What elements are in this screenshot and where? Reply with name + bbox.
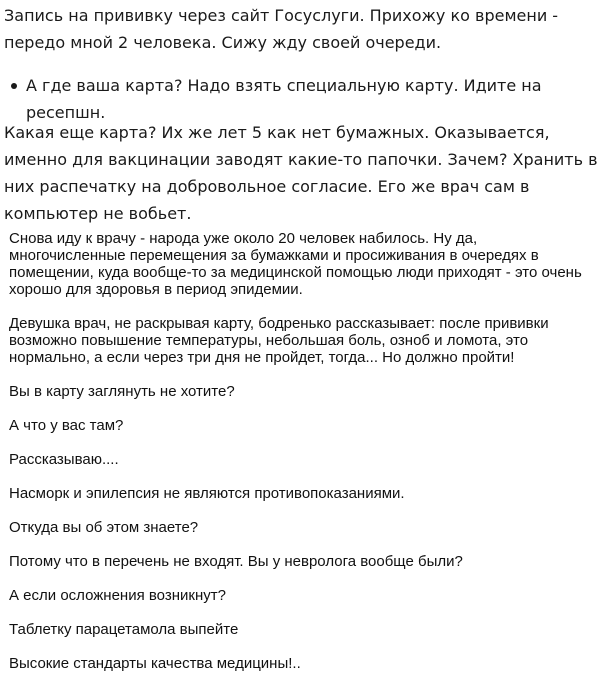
dialogue-line: А если осложнения возникнут? [9, 587, 226, 604]
dialogue-line: А что у вас там? [9, 417, 124, 434]
dialogue-line: Высокие стандарты качества медицины!.. [9, 655, 301, 672]
bullet-list [4, 72, 598, 126]
dialogue-line: Потому что в перечень не входят. Вы у невролога вообще были? [9, 553, 463, 570]
bullet-item [4, 72, 598, 126]
dialogue-line: Откуда вы об этом знаете? [9, 519, 199, 536]
dialogue-line: Таблетку парацетамола выпейте [9, 621, 239, 638]
intro-paragraph: Запись на прививку через сайт Госуслуги. Прихожу ко времени - передо мной 2 человека. Сижу жду своей очереди. [4, 6, 559, 52]
bullet-dot-icon [11, 83, 17, 89]
bullet-text: А где ваша карта? Надо взять специальную карту. Идите на ресепшн. [26, 76, 542, 122]
bottom-section [9, 230, 594, 689]
doctor-visit-paragraph: Снова иду к врачу - народа уже около 20 человек набилось. Ну да, многочисленные перемещения за бумажками и просиживания в очередях в помещении, куда вообще-то за медицинской помощью люди приходят - это очень хорошо для здоровья в период эпидемии. [9, 230, 582, 298]
doctor-explanation-paragraph: Девушка врач, не раскрывая карту, бодренько рассказывает: после прививки возможно повышение температуры, небольшая боль, озноб и ломота, это нормально, а если через три дня не пройдет, тогда... Но должно пройти! [9, 315, 549, 366]
card-paragraph: Какая еще карта? Их же лет 5 как нет бумажных. Оказывается, именно для вакцинации заводят какие-то папочки. Зачем? Хранить в них распечатку на добровольное согласие. Его же врач сам в компьютер не вобьет. [4, 123, 598, 223]
dialogue-line: Вы в карту заглянуть не хотите? [9, 383, 235, 400]
dialogue-line: Рассказываю.... [9, 451, 119, 468]
dialogue-line: Насморк и эпилепсия не являются противопоказаниями. [9, 485, 405, 502]
